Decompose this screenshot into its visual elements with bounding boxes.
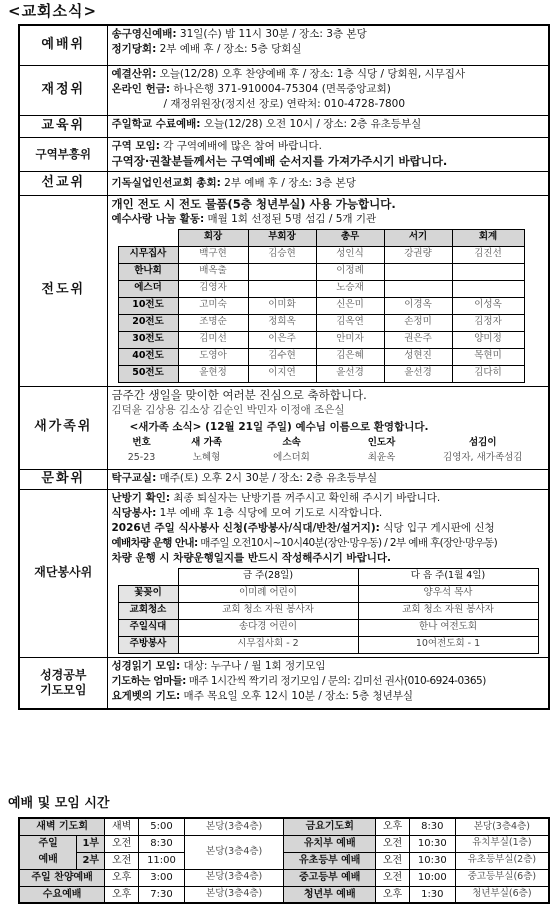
table-cell: 이경옥 <box>384 297 452 314</box>
next-week-header: 다 음 주(1월 4일) <box>358 568 538 585</box>
service-times-table <box>18 817 550 904</box>
table-cell <box>452 263 524 280</box>
row-header: 한나회 <box>118 263 178 280</box>
table-cell: 정희옥 <box>248 314 316 331</box>
table-cell: 교회 청소 자원 봉사자 <box>178 602 358 619</box>
table-cell: 교회 청소 자원 봉사자 <box>358 602 538 619</box>
table-row: 25-23 노혜형 에스더회 최윤옥 김영자, 새가족섬김 <box>127 451 523 463</box>
section-label: 구역부흥위 <box>19 137 107 171</box>
table-cell: 이성옥 <box>452 297 524 314</box>
section-culture <box>19 469 549 489</box>
table-cell: 윤선경 <box>384 365 452 382</box>
table-row <box>118 619 538 636</box>
table-cell: 신은미 <box>316 297 384 314</box>
table-cell: 김다히 <box>452 365 524 382</box>
table-row <box>118 602 538 619</box>
table-cell: 시무집사회 - 2 <box>178 636 358 653</box>
table-cell: 권은주 <box>384 331 452 348</box>
table-cell <box>384 280 452 297</box>
table-cell <box>452 280 524 297</box>
table-row <box>118 365 524 382</box>
section-content: 기독실업인선교회 총회: 2부 예배 후 / 장소: 3층 본당 <box>107 171 549 195</box>
column-header: 회계 <box>452 229 524 246</box>
table-cell: 10여전도회 - 1 <box>358 636 538 653</box>
table-row: 새벽 기도회 새벽 5:00 본당(3층4층) 금요기도회 오후 8:30 본당(3층4층) <box>19 818 549 835</box>
table-cell: 조명순 <box>178 314 248 331</box>
section-label: 교육위 <box>19 115 107 137</box>
table-header-row <box>118 229 524 246</box>
section-label: 성경공부 기도모임 <box>19 657 107 709</box>
table-row: 2부 오전 11:00 유초등부 예배 오전 10:30 유초등부실(2층) <box>19 852 549 869</box>
section-education <box>19 115 549 137</box>
table-row: 주일 찬양예배 오후 3:00 본당(3층4층) 중고등부 예배 오전 10:00 중고등부실(6층) <box>19 869 549 886</box>
section-newfamily <box>19 386 549 469</box>
section-content: 주일학교 수료예배: 오늘(12/28) 오전 10시 / 장소: 2층 유초등부실 <box>107 115 549 137</box>
table-cell: 도영아 <box>178 348 248 365</box>
section-label: 새가족위 <box>19 386 107 469</box>
table-cell: 한나 여전도회 <box>358 619 538 636</box>
section-label: 재정위 <box>19 65 107 115</box>
column-header: 회장 <box>178 229 248 246</box>
row-header: 40전도 <box>118 348 178 365</box>
table-row <box>118 636 538 653</box>
section-label: 예배위 <box>19 25 107 65</box>
section-content: 성경읽기 모임: 대상: 누구나 / 월 1회 정기모임 기도하는 엄마들: 매주 1시간씩 짝기리 정기모임 / 문의: 김미선 권사(010-6924-0365) 요게벳의 기도: 매주 목요일 오후 12시 10분 / 장소: 5층 청년부실 <box>107 657 549 709</box>
section-label: 문화위 <box>19 469 107 489</box>
evangelism-officers-table <box>118 229 525 383</box>
section-worship <box>19 25 549 65</box>
section-district <box>19 137 549 171</box>
row-header: 10전도 <box>118 297 178 314</box>
section-content: 구역 모임: 각 구역예배에 많은 참여 바랍니다. 구역장·권찰분들께서는 구역예배 순서지를 가져가주시기 바랍니다. <box>107 137 549 171</box>
new-family-heading: <새가족 소식> (12월 21일 주일) 예수님 이름으로 환영합니다. <box>129 420 429 433</box>
table-cell: 김은혜 <box>316 348 384 365</box>
table-cell: 윤현정 <box>178 365 248 382</box>
section-content: 난방기 확인: 최종 퇴실자는 난방기를 꺼주시고 확인해 주시기 바랍니다. 식당봉사: 1부 예배 후 1층 식당에 모여 기도로 시작합니다. 2026년 주일 식사봉사 신청(주방봉사/식대/반찬/설거지): 식당 입구 게시판에 신청 예배차량 운행 안내: 매주일 오전10시~10시40분(장안·망우동) / 2부 예배 후(장안·망우동) 차량 운행 시 차량운행일지를 반드시 작성해주시기 바랍니다. 금 주(28일) 다 음 주(1월 4일) 꽃꽂이 이미례 어린이 양우석 목사 교회청소 교회 청소 자원 봉사자 교회 청소 자원 봉사자 주일식대 송다경 어린이 한나 여전도회 주방봉사 시무집사회 - 2 10여전도회 - 1 <box>107 489 549 657</box>
table-cell: 이미례 어린이 <box>178 585 358 602</box>
table-cell: 성인식 <box>316 246 384 263</box>
table-cell: 윤선경 <box>316 365 384 382</box>
row-header: 20전도 <box>118 314 178 331</box>
table-row <box>118 263 524 280</box>
table-cell: 고미숙 <box>178 297 248 314</box>
volunteer-table <box>118 568 539 654</box>
table-row <box>118 331 524 348</box>
table-cell: 김정자 <box>452 314 524 331</box>
table-row <box>118 314 524 331</box>
table-cell: 백구현 <box>178 246 248 263</box>
table-header-row <box>118 568 538 585</box>
new-family-table <box>112 436 545 466</box>
table-cell <box>248 280 316 297</box>
table-row <box>118 585 538 602</box>
table-row <box>118 246 524 263</box>
table-cell: 노승재 <box>316 280 384 297</box>
table-cell: 김미선 <box>178 331 248 348</box>
table-cell: 성현진 <box>384 348 452 365</box>
table-cell: 이은주 <box>248 331 316 348</box>
row-header: 시무집사 <box>118 246 178 263</box>
row-header: 에스더 <box>118 280 178 297</box>
section-content: 개인 전도 시 전도 물품(5층 청년부실) 사용 가능합니다. 예수사랑 나눔 활동: 매월 1회 선정된 5명 섬김 / 5개 기관 회장 부회장 총무 서기 회계 시무집사 백구현 김승현 성인식 강권량 김진선 한나회 배옥출 이정례 에스더 김영자 노승재 10전도 고미숙 이미화 신은미 이경옥 이성옥 20전도 조명순 정희옥 김옥연 손정미 김정자 30전도 김미선 이은주 안미자 권은주 양미정 40전도 도영아 김수현 김은혜 성현진 목현미 50전도 윤현정 이지연 윤선경 윤선경 김다히 <box>107 195 549 386</box>
table-cell: 양미정 <box>452 331 524 348</box>
row-header: 꽃꽂이 <box>118 585 178 602</box>
column-header: 총무 <box>316 229 384 246</box>
section-finance <box>19 65 549 115</box>
table-cell: 배옥출 <box>178 263 248 280</box>
row-header: 주일식대 <box>118 619 178 636</box>
table-cell: 이정례 <box>316 263 384 280</box>
table-cell: 김진선 <box>452 246 524 263</box>
services-title: 예배 및 모임 시간 <box>8 796 110 811</box>
table-cell: 목현미 <box>452 348 524 365</box>
section-label: 전도위 <box>19 195 107 386</box>
table-cell: 김승현 <box>248 246 316 263</box>
row-header: 주방봉사 <box>118 636 178 653</box>
section-label: 선교위 <box>19 171 107 195</box>
section-content: 송구영신예배: 31일(수) 밤 11시 30분 / 장소: 3층 본당 정기당회: 2부 예배 후 / 장소: 5층 당회실 <box>107 25 549 65</box>
section-content: 금주간 생일을 맞이한 여러분 진심으로 축하합니다. 김덕윤 김상용 김소상 김순인 박민자 이정애 조은실 <새가족 소식> (12월 21일 주일) 예수님 이름으로 환영합니다. 번호 새 가족 소속 인도자 섬김이 25-23 노혜형 에스더회 최윤옥 김영자, 새가족섬김 <box>107 386 549 469</box>
table-cell: 이미화 <box>248 297 316 314</box>
table-cell: 김옥연 <box>316 314 384 331</box>
table-row <box>118 348 524 365</box>
section-label: 재단봉사위 <box>19 489 107 657</box>
table-cell: 손정미 <box>384 314 452 331</box>
table-cell: 강권량 <box>384 246 452 263</box>
table-row <box>118 297 524 314</box>
table-row: 수요예배 오후 7:30 본당(3층4층) 청년부 예배 오후 1:30 청년부실(6층) <box>19 886 549 903</box>
section-bible-prayer <box>19 657 549 709</box>
table-row: 주일 예배 1부 오전 8:30 본당(3층4층) 유치부 예배 오전 10:30 유치부실(1층) <box>19 835 549 852</box>
column-header: 부회장 <box>248 229 316 246</box>
section-evangelism <box>19 195 549 386</box>
table-cell: 양우석 목사 <box>358 585 538 602</box>
section-content: 예결산위: 오늘(12/28) 오후 찬양예배 후 / 장소: 1층 식당 / 당회원, 시무집사 온라인 헌금: 하나은행 371-910004-75304 (면목중앙교회) / 재정위원장(정지선 장로) 연락처: 010-4728-7800 <box>107 65 549 115</box>
table-header-row: 번호 새 가족 소속 인도자 섬김이 <box>132 436 497 448</box>
row-header: 50전도 <box>118 365 178 382</box>
table-cell: 이지연 <box>248 365 316 382</box>
row-header: 교회청소 <box>118 602 178 619</box>
table-row <box>118 280 524 297</box>
table-cell: 송다경 어린이 <box>178 619 358 636</box>
section-mission <box>19 171 549 195</box>
table-cell: 김수현 <box>248 348 316 365</box>
column-header: 서기 <box>384 229 452 246</box>
table-cell <box>384 263 452 280</box>
church-news-table <box>18 24 550 710</box>
table-cell <box>248 263 316 280</box>
section-facility <box>19 489 549 657</box>
table-cell: 김영자 <box>178 280 248 297</box>
this-week-header: 금 주(28일) <box>178 568 358 585</box>
section-content: 탁구교실: 매주(토) 오후 2시 30분 / 장소: 2층 유초등부실 <box>107 469 549 489</box>
page-title: <교회소식> <box>8 2 98 20</box>
table-cell: 안미자 <box>316 331 384 348</box>
row-header: 30전도 <box>118 331 178 348</box>
